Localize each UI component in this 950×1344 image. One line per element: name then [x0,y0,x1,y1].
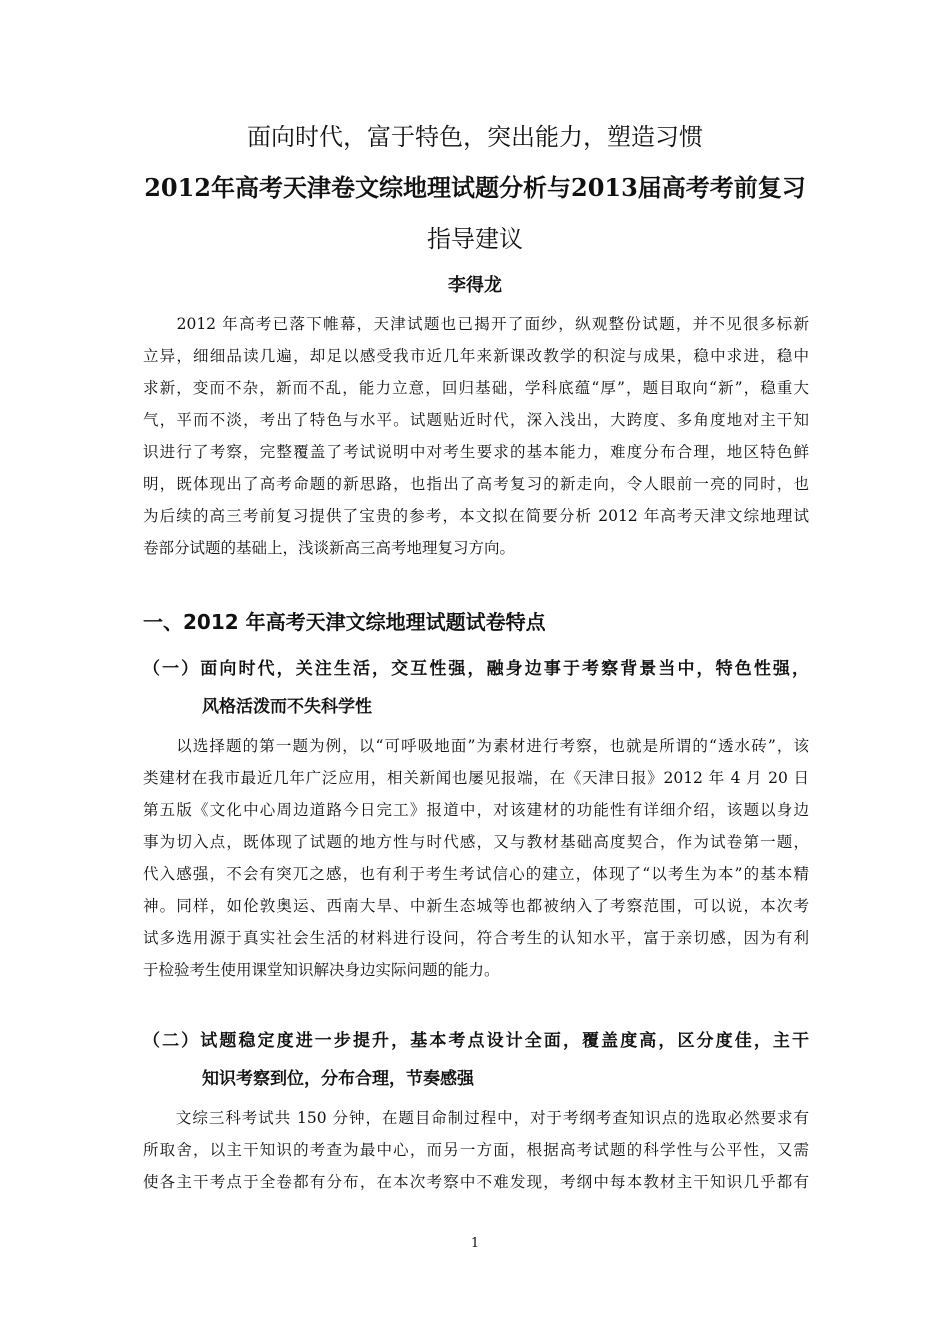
text-line: 所取舍，以主干知识的考查为最中心，而另一方面，根据高考试题的科学性与公平性，又需 [143,1141,809,1159]
text-line: 第五版《文化中心周边道路今日完工》报道中，对该建材的功能性有详细介绍，该题以身边 [143,801,809,819]
title-line-1: 面向时代，富于特色，突出能力，塑造习惯 [247,123,703,151]
text-line: 代入感强，不会有突兀之感，也有利于考生考试信心的建立，体现了“以考生为本”的基本精 [143,865,809,883]
intro-paragraph [143,308,809,564]
page-number: 1 [470,1236,480,1251]
text-line: 气，平而不淡，考出了特色与水平。试题贴近时代，深入浅出，大跨度、多角度地对主干知 [143,411,809,429]
subsection-heading-2 [143,1022,809,1098]
author-name: 李得龙 [448,275,502,296]
subsection-2-paragraph [143,1102,809,1198]
title-line-2: 2012年高考天津卷文综地理试题分析与2013届高考考前复习 [144,173,806,202]
text-line: 立异，细细品读几遍，却足以感受我市近几年来新课改教学的积淀与成果，稳中求进，稳中 [143,347,809,365]
text-line: 识进行了考察，完整覆盖了考试说明中对考生要求的基本能力，难度分布合理，地区特色鲜 [143,443,809,461]
text-line: 求新，变而不杂，新而不乱，能力立意，回归基础，学科底蕴“厚”，题目取向“新”，稳重大 [143,379,809,397]
subsection-1-paragraph [143,730,809,986]
heading-line: 风格活泼而不失科学性 [202,697,372,717]
text-line: 试多选用源于真实社会生活的材料进行设问，符合考生的认知水平，富于亲切感，因为有利 [143,929,809,947]
section-heading: 一、2012 年高考天津文综地理试题试卷特点 [143,610,546,634]
text-line: 于检验考生使用课堂知识解决身边实际问题的能力。 [143,961,500,979]
text-line: 卷部分试题的基础上，浅谈新高三高考地理复习方向。 [143,539,516,557]
heading-line: 知识考察到位，分布合理，节奏感强 [202,1069,474,1089]
subsection-heading-1 [143,650,809,726]
text-line: 为后续的高三考前复习提供了宝贵的参考，本文拟在简要分析 2012 年高考天津文综地理试 [143,507,809,525]
text-line: 使各主干考点于全卷都有分布，在本次考察中不难发现，考纲中每本教材主干知识几乎都有 [143,1173,809,1191]
text-line: 文综三科考试共 150 分钟，在题目命制过程中，对于考纲考查知识点的选取必然要求有 [143,1109,809,1127]
text-line: 神。同样，如伦敦奥运、西南大旱、中新生态城等也都被纳入了考察范围，可以说，本次考 [143,897,809,915]
title-line-3: 指导建议 [427,225,523,253]
text-line: 2012 年高考已落下帷幕，天津试题也已揭开了面纱，纵观整份试题，并不见很多标新 [143,315,809,333]
text-line: 以选择题的第一题为例，以“可呼吸地面”为素材进行考察，也就是所谓的“透水砖”，该 [143,737,809,755]
text-line: 类建材在我市最近几年广泛应用，相关新闻也屡见报端，在《天津日报》2012 年 4 月 20 日 [143,769,809,787]
heading-line: （一）面向时代，关注生活，交互性强，融身边事于考察背景当中，特色性强， [143,659,809,679]
text-line: 事为切入点，既体现了试题的地方性与时代感，又与教材基础高度契合，作为试卷第一题， [143,833,809,851]
heading-line: （二）试题稳定度进一步提升，基本考点设计全面，覆盖度高，区分度佳，主干 [143,1031,809,1051]
text-line: 明，既体现出了高考命题的新思路，也指出了高考复习的新走向，令人眼前一亮的同时，也 [143,475,809,493]
